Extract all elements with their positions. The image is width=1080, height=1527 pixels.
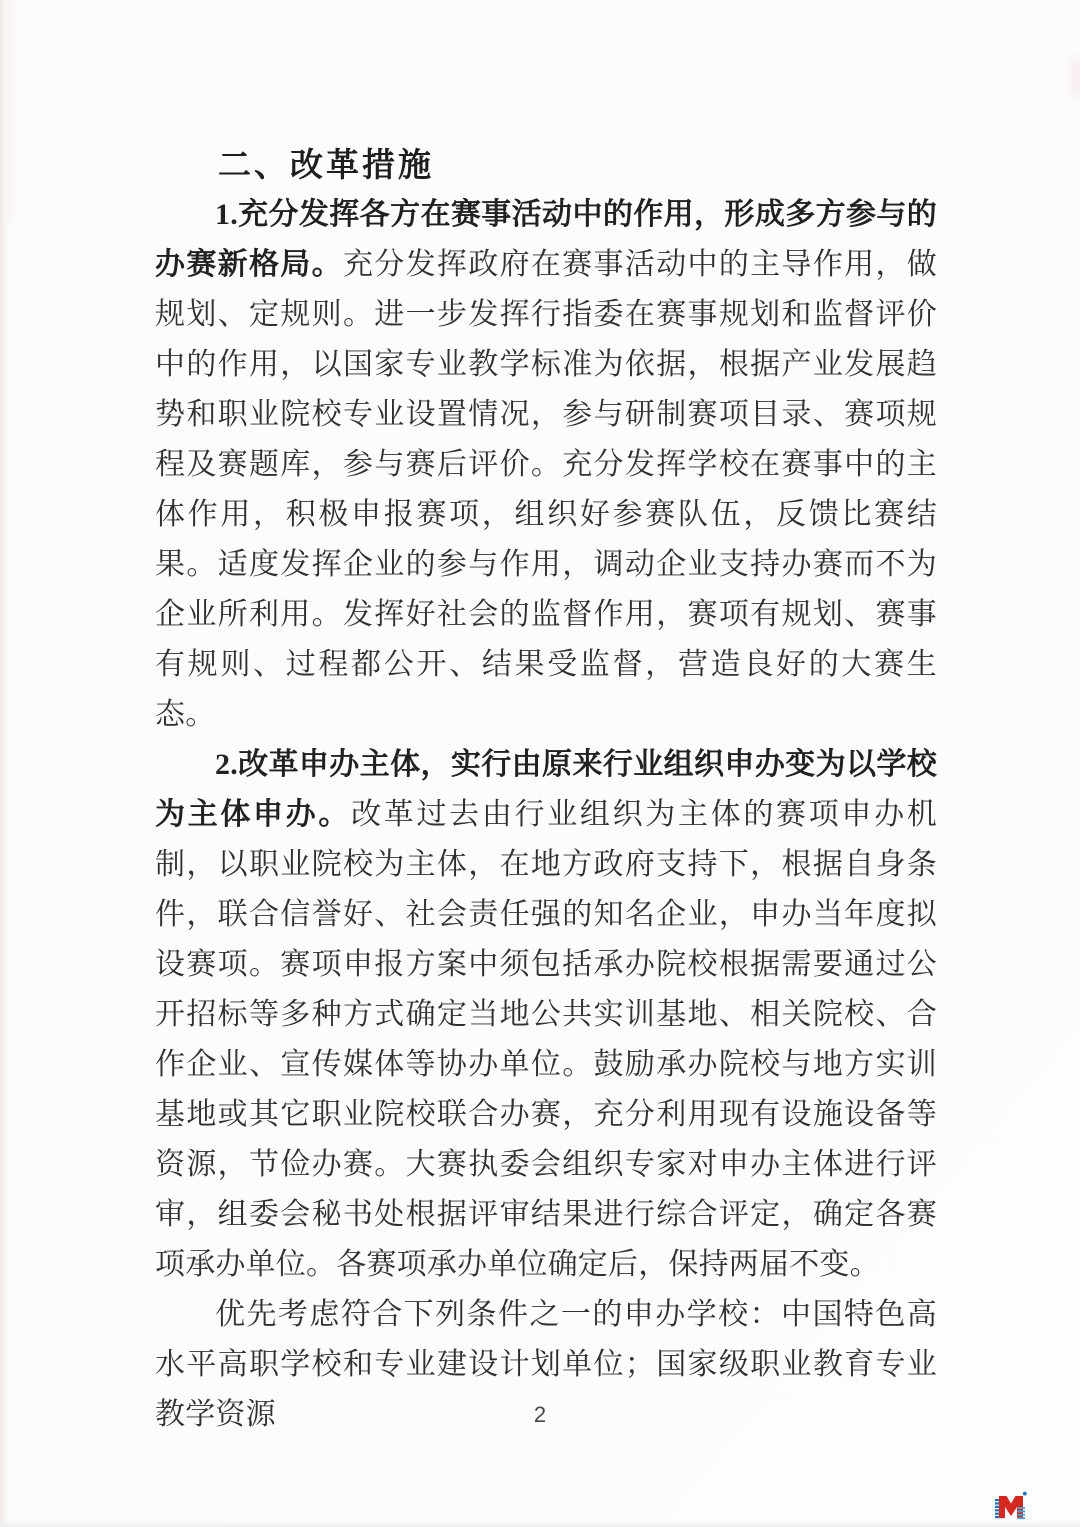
paragraph-text: 优先考虑符合下列条件之一的申办学校：中国特色高水平高职学校和专业建设计划单位；国家级职业教育专业教学资源 (155, 1298, 937, 1431)
paragraph-2 (155, 740, 937, 1290)
section-heading: 二、改革措施 (218, 146, 434, 183)
document-content (155, 140, 937, 1440)
scan-edge-bottom (0, 1520, 1080, 1527)
scan-artifact (1071, 58, 1080, 96)
logo-registered-mark-icon (1023, 1492, 1027, 1496)
m-watermark-logo (993, 1486, 1029, 1522)
paragraph-text: 改革过去由行业组织为主体的赛项申办机制，以职业院校为主体，在地方政府支持下，根据自身条件，联合信誉好、社会责任强的知名企业，申办当年度拟设赛项。赛项申报方案中须包括承办院校根据需要通过公开招标等多种方式确定当地公共实训基地、相关院校、合作企业、宣传媒体等协办单位。鼓励承办院校与地方实训基地或其它职业院校联合办赛，充分利用现有设施设备等资源，节俭办赛。大赛执委会组织专家对申办主体进行评审，组委会秘书处根据评审结果进行综合评定，确定各赛项承办单位。各赛项承办单位确定后，保持两届不变。 (155, 798, 937, 1281)
paragraph-text: 充分发挥政府在赛事活动中的主导作用，做规划、定规则。进一步发挥行指委在赛事规划和监督评价中的作用，以国家专业教学标准为依据，根据产业发展趋势和职业院校专业设置情况，参与研制赛项目录、赛项规程及赛题库，参与赛后评价。充分发挥学校在赛事中的主体作用，积极申报赛项，组织好参赛队伍，反馈比赛结果。适度发挥企业的参与作用，调动企业支持办赛而不为企业所利用。发挥好社会的监督作用，赛项有规划、赛事有规则、过程都公开、结果受监督，营造良好的大赛生态。 (155, 248, 937, 731)
page-number: 2 (533, 1402, 547, 1427)
document-body (155, 190, 937, 1440)
scan-edge-left (0, 0, 10, 1527)
paragraph-1 (155, 190, 937, 740)
paragraph-lead-bold: 1.充分发挥各方在赛事活动中的作用，形成多方参与的办赛新格局。 (155, 198, 937, 281)
paragraph-lead-bold: 2.改革申办主体，实行由原来行业组织申办变为以学校为主体申办。 (155, 748, 937, 831)
